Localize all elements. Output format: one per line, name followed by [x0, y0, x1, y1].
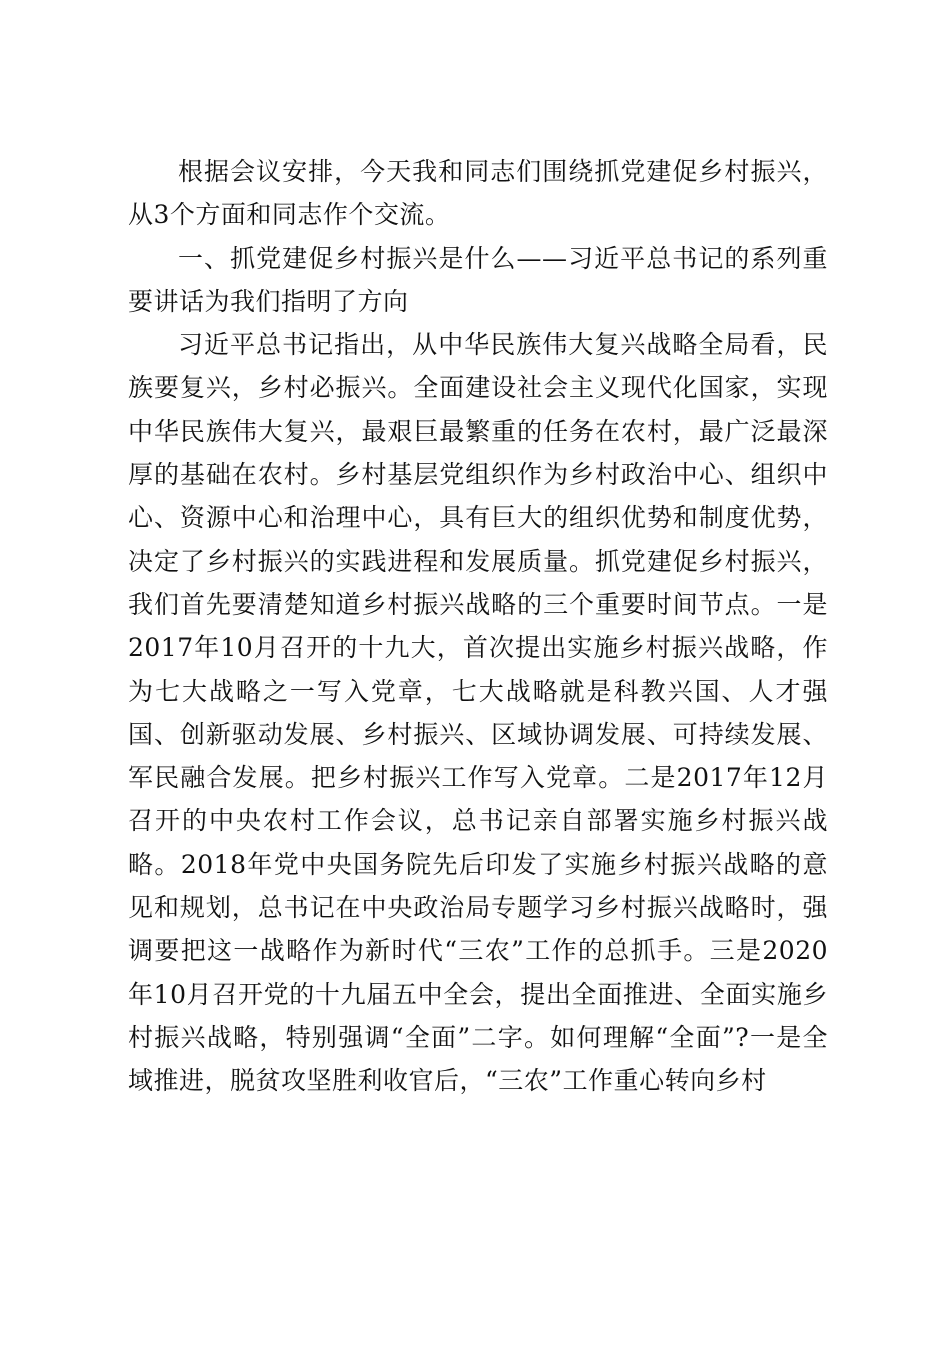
paragraph-body: 习近平总书记指出，从中华民族伟大复兴战略全局看，民族要复兴，乡村必振兴。全面建设社会主义现代化国家，实现中华民族伟大复兴，最艰巨最繁重的任务在农村，最广泛最深厚的基础在农村。乡村基层党组织作为乡村政治中心、组织中心、资源中心和治理中心，具有巨大的组织优势和制度优势，决定了乡村振兴的实践进程和发展质量。抓党建促乡村振兴，我们首先要清楚知道乡村振兴战略的三个重要时间节点。一是2017年10月召开的十九大，首次提出实施乡村振兴战略，作为七大战略之一写入党章，七大战略就是科教兴国、人才强国、创新驱动发展、乡村振兴、区域协调发展、可持续发展、军民融合发展。把乡村振兴工作写入党章。二是2017年12月召开的中央农村工作会议，总书记亲自部署实施乡村振兴战略。2018年党中央国务院先后印发了实施乡村振兴战略的意见和规划，总书记在中央政治局专题学习乡村振兴战略时，强调要把这一战略作为新时代“三农”工作的总抓手。三是2020年10月召开党的十九届五中全会，提出全面推进、全面实施乡村振兴战略，特别强调“全面”二字。如何理解“全面”?一是全域推进，脱贫攻坚胜利收官后，“三农”工作重心转向乡村: [128, 330, 828, 1096]
section-heading: 一、抓党建促乡村振兴是什么——习近平总书记的系列重要讲话为我们指明了方向: [128, 243, 828, 316]
paragraph-intro: 根据会议安排，今天我和同志们围绕抓党建促乡村振兴，从3个方面和同志作个交流。: [128, 157, 828, 230]
document-body: [128, 150, 828, 1103]
